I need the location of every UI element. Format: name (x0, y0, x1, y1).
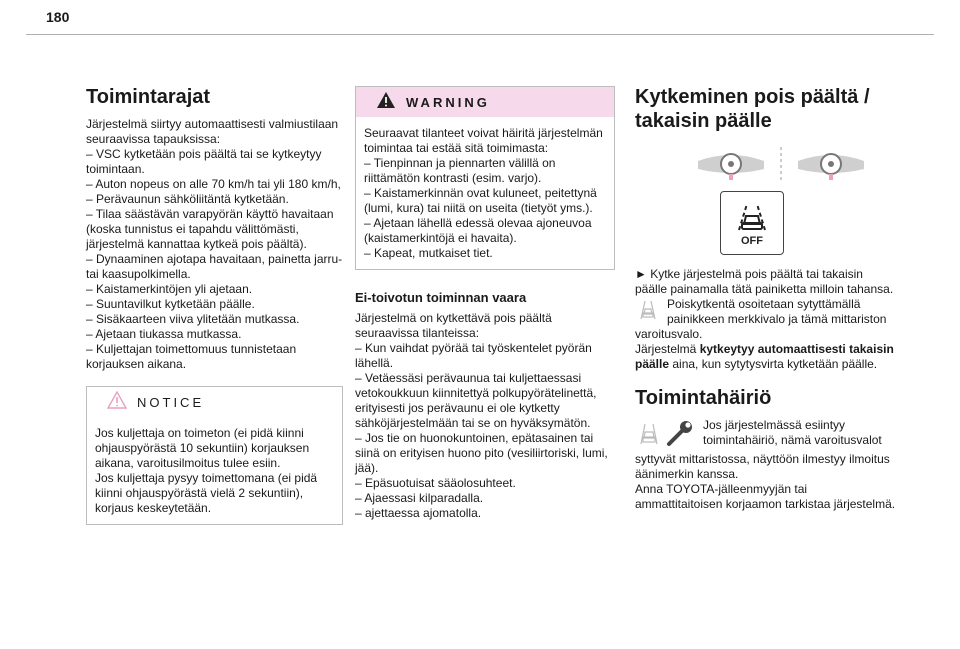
text-line: lähellä. (355, 356, 394, 370)
wrench-icon (669, 421, 692, 444)
warning-label: WARNING (406, 94, 490, 110)
text-line: tai kaasupolkimella. (86, 267, 191, 281)
text-line: – Ajaessasi kilparadalla. (355, 491, 484, 505)
auto-reactivation-text (635, 342, 897, 372)
steering-wheel-right-icon (796, 147, 866, 181)
text-line: – Sisäkaarteen viiva ylitetään mutkassa. (86, 312, 300, 326)
off-label: OFF (741, 235, 763, 247)
text-line: painikkeen merkkivalo ja tämä mittariston (667, 312, 887, 326)
text-line: toimintaan. (86, 162, 145, 176)
text-line: varoitusvalo. (635, 327, 703, 341)
warning-triangle-icon (376, 91, 396, 113)
text-line: Järjestelmä siirtyy automaattisesti valmiustilaan (86, 117, 339, 131)
text-line: – Tienpinnan ja piennarten välillä on (364, 156, 556, 170)
fault-paragraph (635, 418, 897, 512)
text-line: – Kapeat, mutkaiset tiet. (364, 246, 493, 260)
text-span: aina, kun sytytysvirta kytketään päälle. (669, 357, 878, 371)
text-line: – Kaistamerkinnän ovat kuluneet, peitettynä (364, 186, 597, 200)
text-line: – Kun vaihdat pyörää tai työskentelet pyörän (355, 341, 592, 355)
text-line: Anna TOYOTA-jälleenmyyjän tai (635, 482, 808, 496)
text-line: – Dynaaminen ajotapa havaitaan, painetta jarru- (86, 252, 343, 266)
text-span: kytkeytyy automaattisesti takaisin (699, 342, 894, 356)
fault-icons (635, 420, 697, 452)
lane-assist-off-button[interactable] (720, 191, 784, 255)
text-line: toimintaa tai estää sitä toimimasta: (364, 141, 549, 155)
fault-heading: Toimintahäiriö (635, 387, 772, 409)
warning-body (356, 117, 614, 261)
text-line: – Perävaunun sähköliitäntä kytketään. (86, 192, 289, 206)
lane-warning-light-icon (635, 299, 661, 325)
text-line: – Ajetaan tiukassa mutkassa. (86, 327, 242, 341)
text-line: – Jos tie on huonokuntoinen, epätasainen tai (355, 431, 594, 445)
text-line: ammattitaitoisen korjaamon tarkistaa järjestelmä. (635, 497, 896, 511)
column-switching (635, 85, 897, 512)
limits-heading: Toimintarajat (86, 86, 211, 108)
text-line: – Kuljettajan toimettomuus tunnistetaan (86, 342, 297, 356)
text-line: – ajettaessa ajomatolla. (355, 506, 482, 520)
text-line: Seuraavat tilanteet voivat häiritä järjestelmän (364, 126, 603, 140)
text-line: syttyvät mittaristossa, näyttöön ilmestyy ilmoitus (635, 452, 890, 466)
text-line: – Auton nopeus on alle 70 km/h tai yli 180 km/h, (86, 177, 341, 191)
text-line: Poiskytkentä osoitetaan sytyttämällä (667, 297, 861, 311)
steering-wheel-left-icon (696, 147, 766, 181)
page-number: 180 (46, 9, 70, 25)
warning-box (355, 86, 615, 270)
notice-header (87, 387, 342, 417)
text-line: seuraavissa tilanteissa: (355, 326, 480, 340)
text-line: aikana, varoitusilmoitus tulee esiin. (95, 456, 281, 470)
text-line: erityisesti jos perävaunu ei ole kytketty (355, 401, 560, 415)
text-line: – Vetäessäsi perävaunua tai kuljettaessasi (355, 371, 582, 385)
notice-body (87, 417, 342, 516)
notice-box (86, 386, 343, 525)
text-line: siinä on erityisen huono pito (vesiliirtoriski, lumi, (355, 446, 608, 460)
heading-line: takaisin päälle (635, 110, 772, 132)
text-line: korjauksen aikana. (86, 357, 187, 371)
indicator-paragraph (635, 297, 897, 342)
text-line: Jos kuljettaja pysyy toimettomana (ei pidä (95, 471, 318, 485)
text-line: kiinni ohjauspyörästä vielä 2 sekuntiin), (95, 486, 304, 500)
limits-body (86, 117, 343, 372)
heading-line: Kytkeminen pois päältä / (635, 86, 870, 108)
text-line: toimintahäiriö, nämä varoitusvalot (703, 433, 882, 447)
text-line: ► Kytke järjestelmä pois päältä tai takaisin (635, 267, 863, 281)
steering-wheel-illustration (665, 147, 897, 181)
risk-heading: Ei-toivotun toiminnan vaara (355, 290, 527, 305)
text-line: (koska tunnistus ei tapahdu välittömästi, (86, 222, 299, 236)
text-line: – VSC kytketään pois päältä tai se kytkeytyy (86, 147, 322, 161)
text-line: sähköjärjestelmään tai se on hyväksymätön. (355, 416, 591, 430)
text-line: – Tilaa säästävän varapyörän käyttö havaitaan (86, 207, 334, 221)
text-line: (lumi, kura) tai niitä on useita (tietyöt yms.). (364, 201, 593, 215)
warning-header (356, 87, 614, 117)
column-warning (355, 85, 615, 521)
text-line: Jos kuljettaja on toimeton (ei pidä kiinni (95, 426, 304, 440)
lane-warning-light-icon (641, 424, 657, 444)
text-line: riittämätön kontrasti (esim. varjo). (364, 171, 542, 185)
text-line: seuraavissa tapauksissa: (86, 132, 221, 146)
text-line: – Suuntavilkut kytketään päälle. (86, 297, 255, 311)
text-line: – Ajetaan lähellä edessä olevaa ajoneuvoa (364, 216, 592, 230)
lane-car-off-icon (727, 198, 777, 248)
text-span: päälle (635, 357, 670, 371)
header-rule (26, 34, 934, 35)
text-line: järjestelmä kannattaa kytkeä pois päältä). (86, 237, 307, 251)
text-line: – Kaistamerkintöjen yli ajetaan. (86, 282, 253, 296)
text-line: Järjestelmä on kytkettävä pois päältä (355, 311, 552, 325)
notice-label: NOTICE (137, 394, 205, 410)
switching-heading (635, 85, 897, 133)
divider-dashes (778, 147, 784, 181)
column-limits (86, 85, 343, 525)
text-line: Jos järjestelmässä esiintyy (703, 418, 846, 432)
text-line: korjaus keskeytetään. (95, 501, 212, 515)
text-line: päälle painamalla tätä painiketta milloin tahansa. (635, 282, 894, 296)
text-line: – Epäsuotuisat sääolosuhteet. (355, 476, 516, 490)
risk-section (355, 290, 615, 521)
caution-triangle-icon (107, 391, 127, 413)
text-line: äänimerkin kanssa. (635, 467, 739, 481)
text-line: jää). (355, 461, 379, 475)
text-line: vetokoukkuun kiinnitettyä polkupyörätelinettä, (355, 386, 597, 400)
text-line: ohjauspyörästä 10 sekuntiin) korjauksen (95, 441, 310, 455)
text-line: (kaistamerkintöjä ei havaita). (364, 231, 517, 245)
text-span: Järjestelmä (635, 342, 700, 356)
